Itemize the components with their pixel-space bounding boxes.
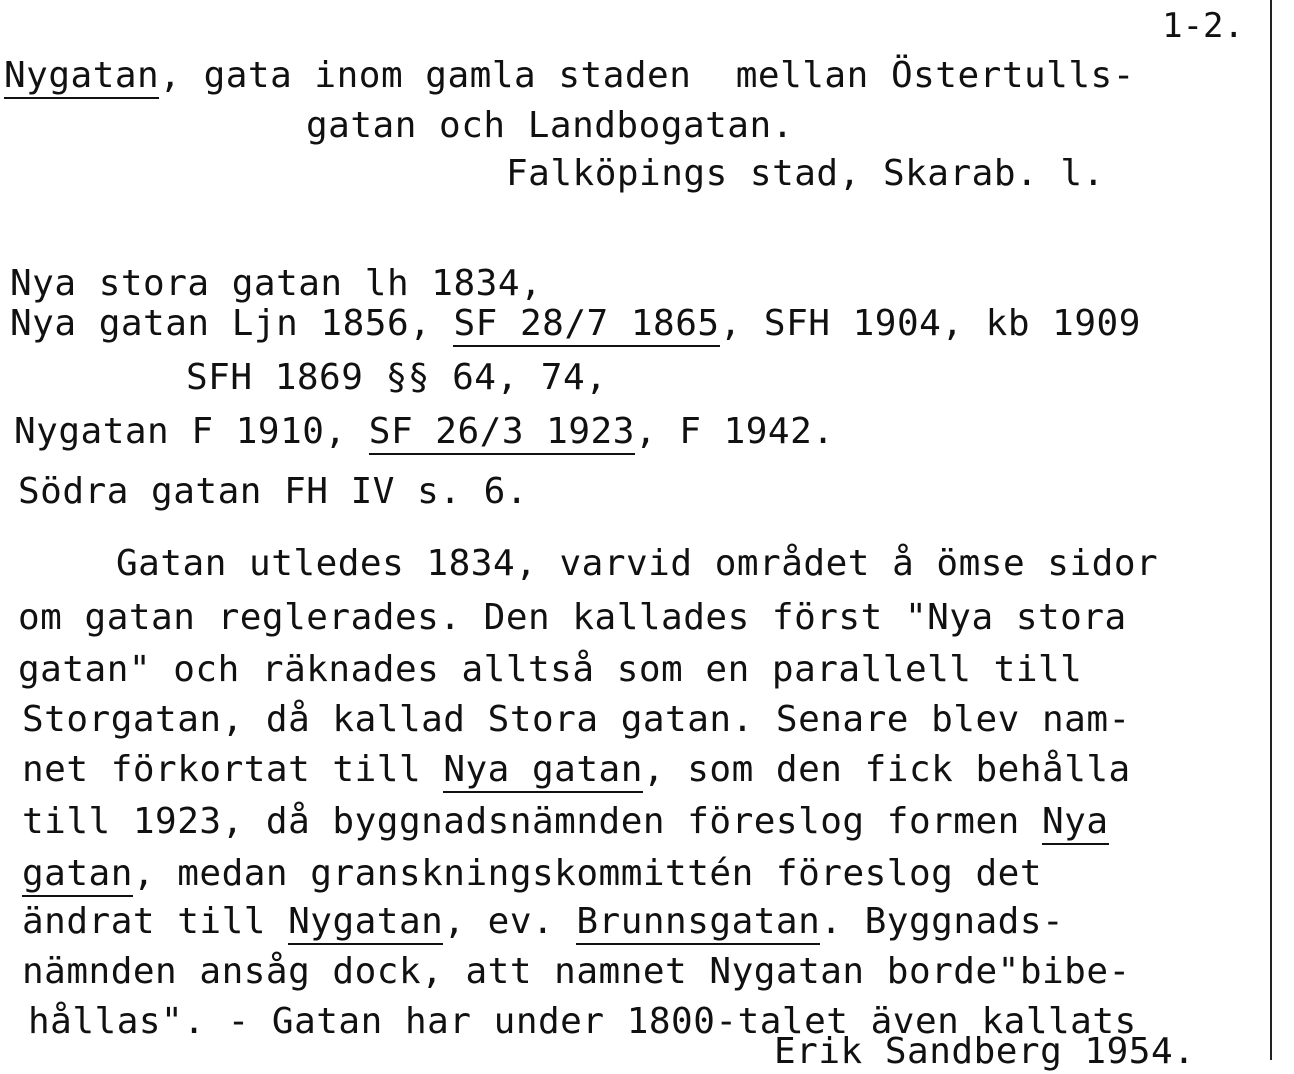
- source-line-4-b: , F 1942.: [634, 411, 835, 452]
- body-line-8-underlined-2: Brunnsgatan: [576, 901, 820, 945]
- body-line-8: [22, 900, 1064, 944]
- source-line-2-underlined: SF 28/7 1865: [453, 303, 719, 347]
- body-line-7-b: , medan granskningskommittén föreslog det: [132, 853, 1043, 894]
- body-line-4: Storgatan, då kallad Stora gatan. Senare blev nam-: [22, 699, 1131, 740]
- body-line-6-a: till 1923, då byggnadsnämnden föreslog formen: [22, 801, 1042, 842]
- source-line-2-b: , SFH 1904, kb 1909: [719, 303, 1141, 344]
- body-line-5-underlined: Nya gatan: [443, 749, 643, 793]
- body-line-3: gatan" och räknades alltså som en parallell till: [18, 649, 1083, 690]
- body-line-8-c: . Byggnads-: [820, 901, 1065, 942]
- source-line-2: [10, 302, 1141, 346]
- location-line: Falköpings stad, Skarab. l.: [506, 153, 1105, 194]
- body-line-6: [22, 800, 1109, 844]
- source-line-5: Södra gatan FH IV s. 6.: [18, 471, 528, 512]
- signature: Erik Sandberg 1954.: [774, 1031, 1196, 1072]
- body-line-8-b: , ev.: [443, 901, 577, 942]
- source-line-1: Nya stora gatan lh 1834,: [10, 263, 543, 304]
- page-number: 1-2.: [1162, 6, 1244, 46]
- source-line-3: SFH 1869 §§ 64, 74,: [186, 357, 608, 398]
- body-line-5-b: , som den fick behålla: [642, 749, 1131, 790]
- body-line-10: hållas". - Gatan har under 1800-talet även kallats: [28, 1001, 1137, 1042]
- body-line-8-a: ändrat till: [22, 901, 289, 942]
- source-line-4-underlined: SF 26/3 1923: [369, 411, 635, 455]
- source-line-4: [14, 410, 834, 454]
- source-line-4-a: Nygatan F 1910,: [14, 411, 369, 452]
- source-line-2-a: Nya gatan Ljn 1856,: [10, 303, 454, 344]
- body-line-7-underlined: gatan: [22, 853, 133, 897]
- header-line-2: gatan och Landbogatan.: [306, 105, 794, 146]
- card-right-border: [1270, 0, 1272, 1060]
- body-line-9: nämnden ansåg dock, att namnet Nygatan borde"bibe-: [22, 951, 1131, 992]
- body-line-8-underlined-1: Nygatan: [288, 901, 443, 945]
- header-line-1: [4, 54, 1135, 98]
- body-line-7: [22, 852, 1042, 896]
- body-line-1: Gatan utledes 1834, varvid området å ömse sidor: [116, 543, 1159, 584]
- body-line-2: om gatan reglerades. Den kallades först "Nya stora: [18, 597, 1127, 638]
- body-line-5-a: net förkortat till: [22, 749, 444, 790]
- street-name: Nygatan: [4, 55, 159, 99]
- body-line-6-underlined: Nya: [1042, 801, 1109, 845]
- body-line-5: [22, 748, 1131, 792]
- header-description: , gata inom gamla staden mellan Östertulls-: [159, 55, 1135, 96]
